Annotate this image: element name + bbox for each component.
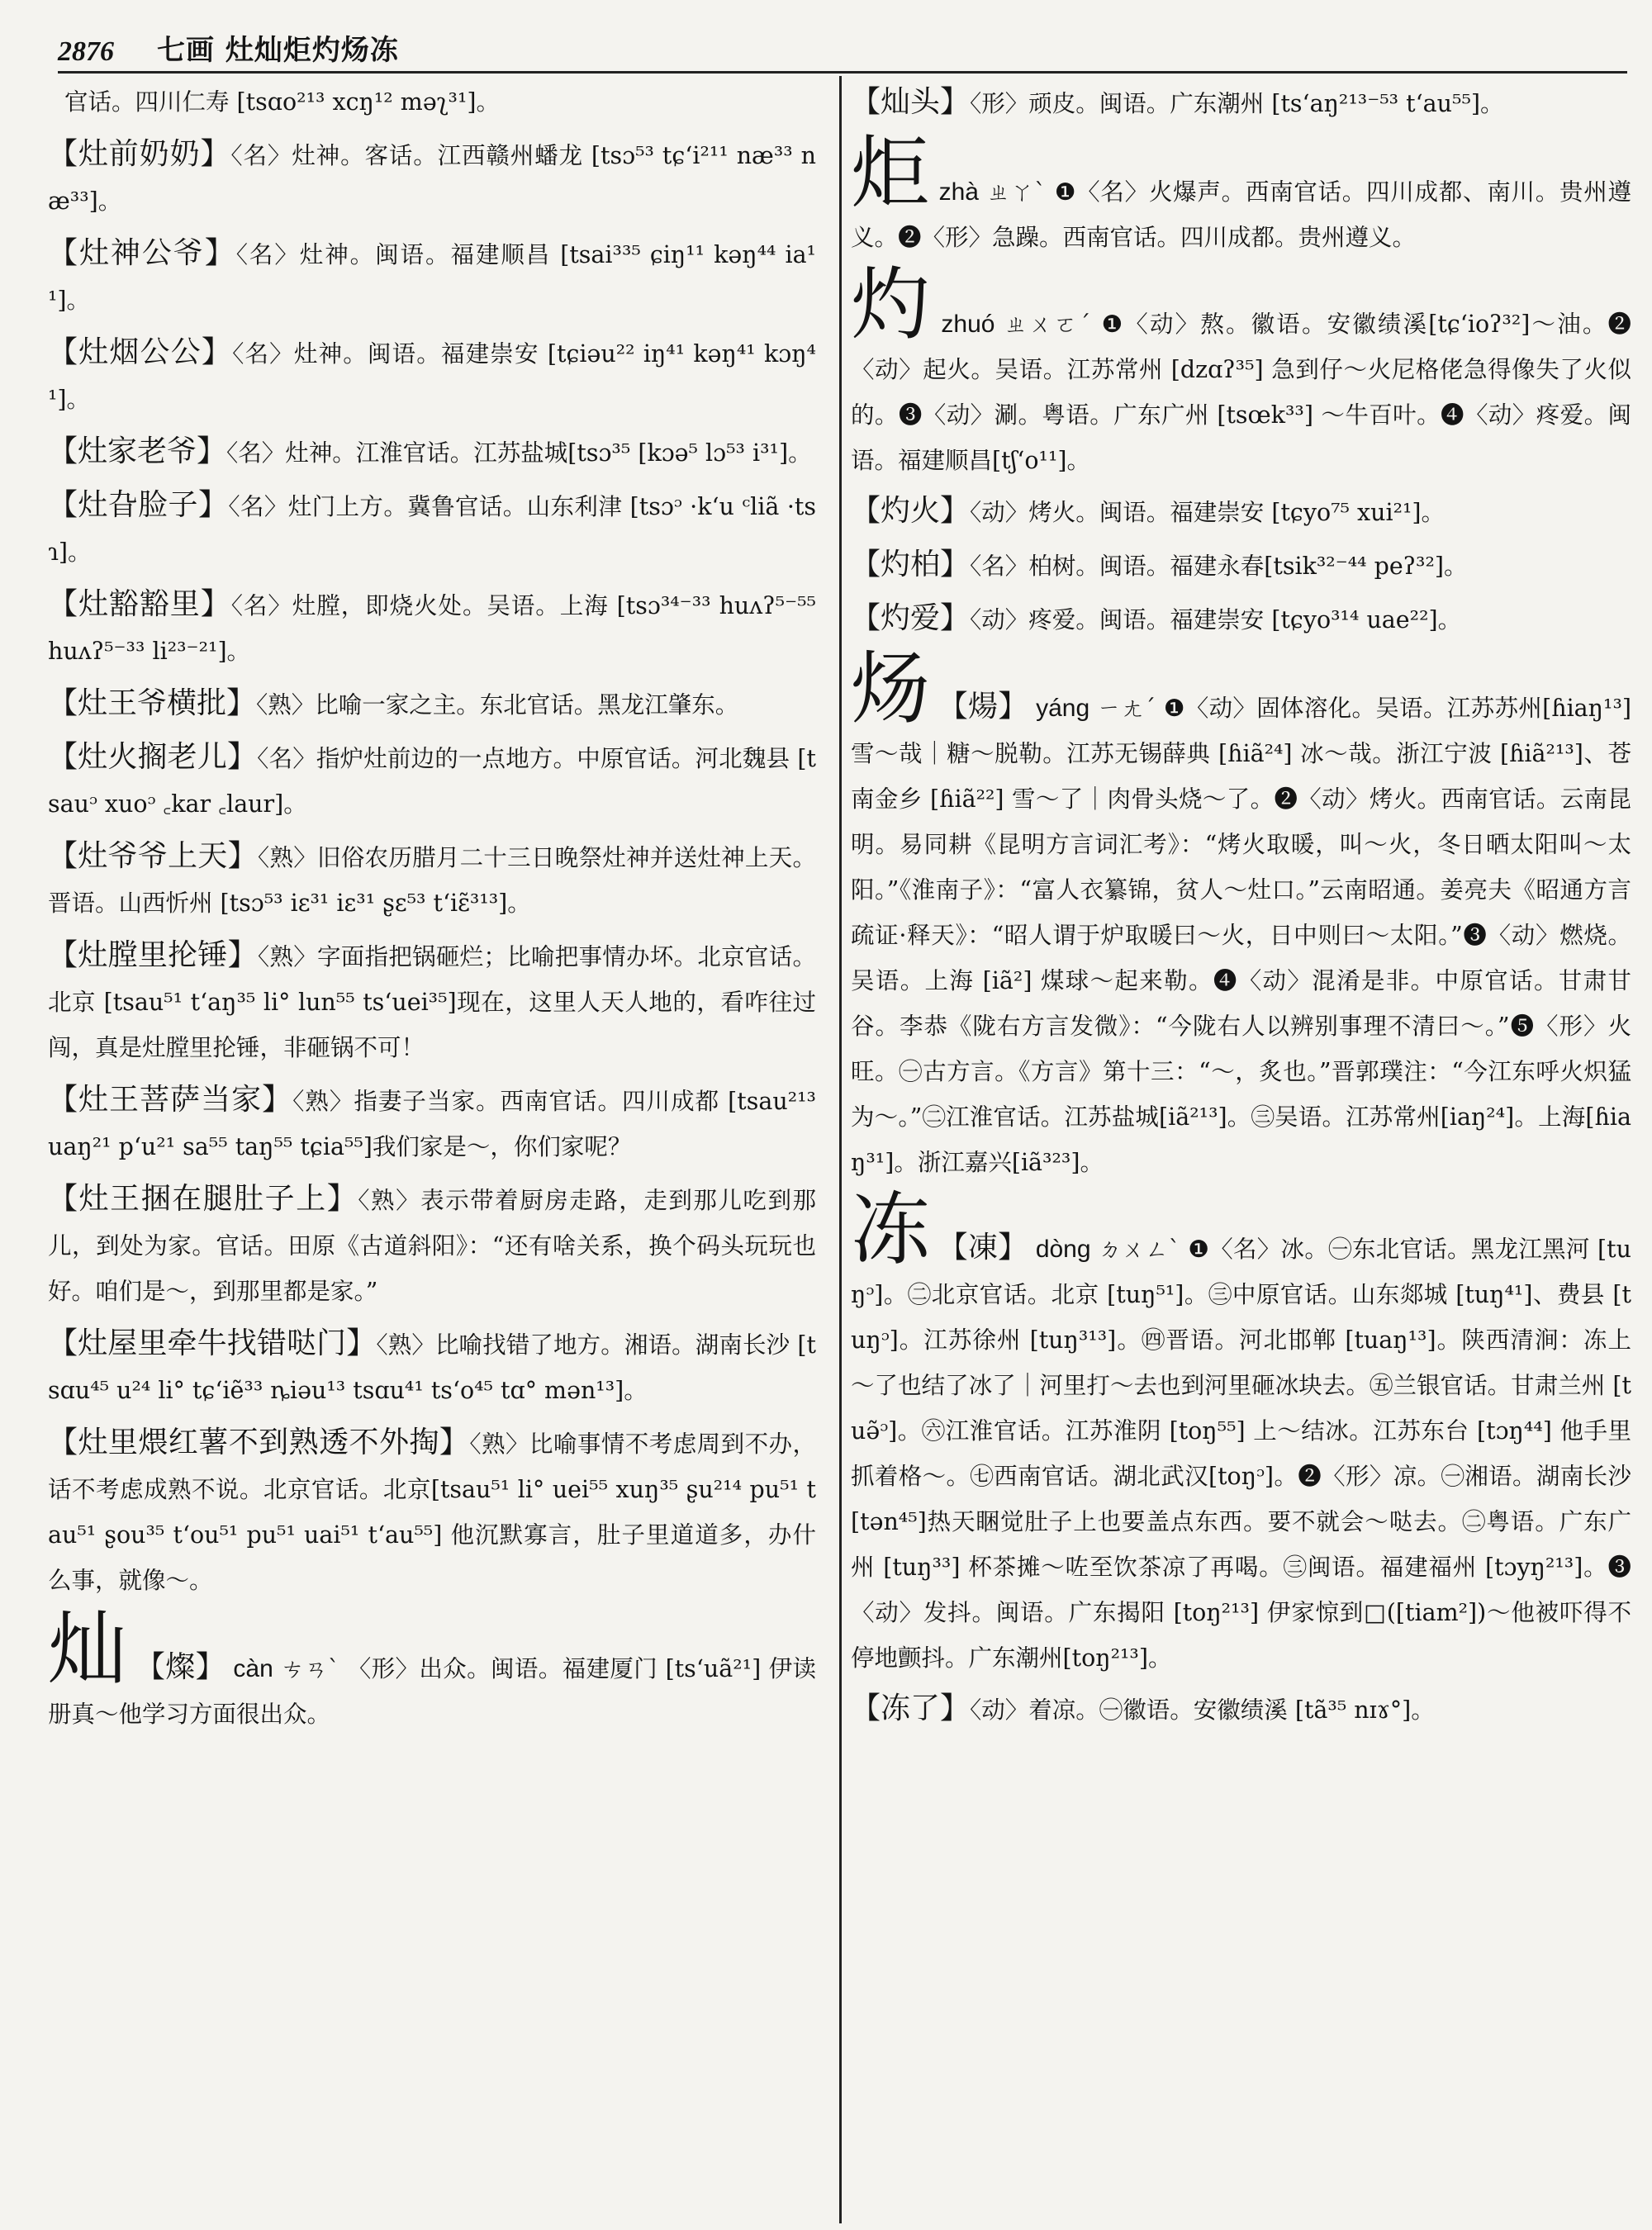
entry-body: 〈动〉着凉。㊀徽语。安徽绩溪 [tã³⁵ nɪɤ°]。 bbox=[970, 1696, 1435, 1724]
entry-body: 〈熟〉旧俗农历腊月二十三日晚祭灶神并送灶神上天。晋语。山西忻州 [tsɔ⁵³ iɛ³¹ iɛ³¹ ʂɛ⁵³ tʻiɛ̃³¹³]。 bbox=[48, 844, 816, 917]
entry-headword: 【灶家老爷】 bbox=[48, 434, 227, 468]
entry-body: 〈熟〉比喻事情不考虑周到不办，话不考虑成熟不说。北京官话。北京[tsau⁵¹ li° uei⁵⁵ xuŋ³⁵ ʂu²¹⁴ pu⁵¹ tau⁵¹ ʂou³⁵ tʻou⁵¹ pu⁵¹ uai⁵¹ tʻau⁵⁵] 他沉默寡言，肚子里道道多，办什么事，就像～。 bbox=[48, 1431, 816, 1594]
entry-body: 〈名〉指炉灶前边的一点地方。中原官话。河北魏县 [tsauᵓ xuoᵓ ꜀kar ꜀laur]。 bbox=[48, 745, 816, 818]
column-divider bbox=[839, 76, 842, 2223]
entry-headword: 【灶前奶奶】 bbox=[48, 137, 231, 171]
dictionary-entry bbox=[48, 131, 816, 224]
entry-headword: 【灼爱】 bbox=[851, 601, 971, 635]
head-character: 冻 bbox=[851, 1184, 931, 1276]
zhuyin: ㄓㄚˋ bbox=[986, 178, 1047, 206]
pinyin: dòng bbox=[1035, 1236, 1091, 1263]
entry-body: 〈形〉出众。闽语。福建厦门 [tsʻuã²¹] 伊读册真～他学习方面很出众。 bbox=[48, 1655, 816, 1728]
traditional-form: 【燦】 bbox=[135, 1650, 225, 1684]
zhuyin: ㄘㄢˋ bbox=[281, 1655, 340, 1682]
dictionary-entry bbox=[48, 1176, 816, 1314]
dictionary-entry bbox=[48, 734, 816, 827]
character-entry-dong bbox=[851, 1184, 1631, 1681]
entry-headword: 【灶王菩萨当家】 bbox=[48, 1083, 293, 1117]
dictionary-entry bbox=[48, 681, 816, 728]
header-rule bbox=[58, 71, 1627, 74]
head-character: 灼 bbox=[851, 259, 933, 351]
dictionary-entry bbox=[48, 932, 816, 1070]
entry-body: ❶〈名〉火爆声。西南官话。四川成都、南川。贵州遵义。❷〈形〉急躁。西南官话。四川成都。贵州遵义。 bbox=[851, 178, 1632, 251]
entry-body: 〈动〉烤火。闽语。福建崇安 [tɕyo⁷⁵ xui²¹]。 bbox=[970, 499, 1446, 526]
entry-body: 〈熟〉指妻子当家。西南官话。四川成都 [tsau²¹³ uaŋ²¹ pʻu²¹ sa⁵⁵ taŋ⁵⁵ tɕia⁵⁵]我们家是～，你们家呢？ bbox=[48, 1088, 816, 1160]
dictionary-entry bbox=[48, 230, 816, 323]
dictionary-entry bbox=[851, 488, 1631, 535]
head-character: 灿 bbox=[48, 1603, 128, 1696]
zhuyin: ㄉㄨㄥˋ bbox=[1098, 1236, 1181, 1263]
entry-body: ❶〈名〉冰。㊀东北官话。黑龙江黑河 [tuŋᵓ]。㊁北京官话。北京 [tuŋ⁵¹]。㊂中原官话。山东郯城 [tuŋ⁴¹]、费县 [tuŋᵓ]。江苏徐州 [tuŋ³¹³]。㊃晋语。河北邯郸 [tuaŋ¹³]。陕西清涧：冻上～了也结了冰了｜河里打～去也到河里砸冰块去。㊄兰银官话。甘肃兰州 [tuə̃ᵓ]。㊅江淮官话。江苏淮阴 [toŋ⁵⁵] 上～结冰。江苏东台 [tɔŋ⁴⁴] 他手里抓着格～。㊆西南官话。湖北武汉[toŋᵓ]。❷〈形〉凉。㊀湘语。湖南长沙[tən⁴⁵]热天睏觉肚子上也要盖点东西。要不就会～哒去。㊁粤语。广东广州 [tuŋ³³] 杯茶摊～咗至饮茶凉了再喝。㊂闽语。福建福州 [tɔyŋ²¹³]。❸〈动〉发抖。闽语。广东揭阳 [toŋ²¹³] 伊家惊到□([tiam²])～他被吓得不停地颤抖。广东潮州[toŋ²¹³]。 bbox=[851, 1236, 1631, 1672]
entry-body: 〈名〉灶神。闽语。福建崇安 [tɕiəu²² iŋ⁴¹ kəŋ⁴¹ kɔŋ⁴¹]。 bbox=[48, 340, 816, 413]
dictionary-entry bbox=[48, 482, 816, 575]
entry-body: 〈名〉灶神。江淮官话。江苏盐城[tsɔ³⁵ [kɔə⁵ lɔ⁵³ i³¹]。 bbox=[226, 439, 812, 467]
left-column bbox=[48, 79, 816, 1742]
entry-body: 〈熟〉字面指把锅砸烂；比喻把事情办坏。北京官话。北京 [tsau⁵¹ tʻaŋ³⁵ li° lun⁵⁵ tsʻuei³⁵]现在，这里人天人地的，看咋往过闯，真是灶膛里抡锤，非砸锅不可！ bbox=[48, 943, 816, 1061]
dictionary-entry bbox=[48, 1077, 816, 1170]
dictionary-entry bbox=[851, 1686, 1631, 1733]
dictionary-entry bbox=[851, 79, 1631, 126]
entry-body: 〈名〉灶门上方。冀鲁官话。山东利津 [tsɔᵓ ·kʻu ᶜliã ·tsɿ]。 bbox=[48, 493, 816, 566]
dictionary-entry bbox=[48, 1420, 816, 1603]
pinyin: yáng bbox=[1036, 695, 1090, 722]
traditional-form: 【煬】 bbox=[938, 690, 1028, 724]
dictionary-entry bbox=[48, 429, 816, 476]
dictionary-entry bbox=[851, 595, 1631, 643]
right-column bbox=[851, 79, 1631, 1739]
dictionary-entry bbox=[851, 542, 1631, 589]
entry-headword: 【灶膛里抡锤】 bbox=[48, 938, 258, 972]
character-entry-zha bbox=[851, 126, 1632, 260]
head-character: 炬 bbox=[851, 126, 931, 219]
entry-headword: 【灿头】 bbox=[851, 85, 971, 119]
dictionary-entry bbox=[48, 833, 816, 926]
pinyin: càn bbox=[233, 1655, 273, 1682]
entry-body: ❶〈动〉固体溶化。吴语。江苏苏州[ɦiaŋ¹³]雪～哉｜糖～脱勒。江苏无锡薛典 [ɦiã²⁴] 冰～哉。浙江宁波 [ɦiã²¹³]、苍南金乡 [ɦiã²²] 雪～了｜肉骨头烧～了。❷〈动〉烤火。西南官话。云南昆明。易同耕《昆明方言词汇考》：“烤火取暖，叫～火，冬日晒太阳叫～太阳。”《淮南子》：“富人衣纂锦，贫人～灶口。”云南昭通。姜亮夫《昭通方言疏证·释天》：“昭人谓于炉取暖曰～火，日中则曰～太阳。”❸〈动〉燃烧。吴语。上海 [iã²] 煤球～起来勒。❹〈动〉混淆是非。中原官话。甘肃甘谷。李恭《陇右方言发微》：“今陇右人以辨别事理不清曰～。”❺〈形〉火旺。㊀古方言。《方言》第十三：“～，炙也。”晋郭璞注：“今江东呼火炽猛为～。”㊁江淮官话。江苏盐城[iã²¹³]。㊂吴语。江苏常州[iaŋ²⁴]。上海[ɦiaŋ³¹]。浙江嘉兴[iã³²³]。 bbox=[851, 695, 1631, 1176]
dictionary-entry bbox=[48, 1321, 816, 1413]
entry-headword: 【灼火】 bbox=[851, 494, 971, 528]
entry-body: 〈名〉柏树。闽语。福建永春[tsik³²⁻⁴⁴ peʔ³²]。 bbox=[970, 553, 1468, 580]
zhuyin: ㄧㄤˊ bbox=[1097, 695, 1156, 722]
dictionary-entry bbox=[48, 330, 816, 422]
entry-headword: 【灶王爷横批】 bbox=[48, 686, 257, 720]
entry-headword: 【灶爷爷上天】 bbox=[48, 839, 258, 873]
entry-headword: 【灶旮脸子】 bbox=[48, 488, 229, 522]
entry-body: 〈熟〉比喻一家之主。东北官话。黑龙江肇东。 bbox=[256, 691, 739, 719]
pinyin: zhà bbox=[938, 178, 979, 206]
dictionary-entry bbox=[48, 581, 816, 674]
head-character: 炀 bbox=[851, 643, 931, 735]
entry-body: 〈熟〉比喻找错了地方。湘语。湖南长沙 [tsɑu⁴⁵ u²⁴ li° tɕʻiẽ³³ ȵiəu¹³ tsɑu⁴¹ tsʻo⁴⁵ tɑ° mən¹³]。 bbox=[48, 1331, 816, 1404]
running-title: 七画 灶灿炬灼炀冻 bbox=[157, 34, 399, 67]
character-entry-zhuo bbox=[851, 259, 1632, 483]
entry-body: 〈名〉灶膛，即烧火处。吴语。上海 [tsɔ³⁴⁻³³ huʌʔ⁵⁻⁵⁵ huʌʔ⁵⁻³³ li²³⁻²¹]。 bbox=[48, 592, 816, 665]
pinyin: zhuó bbox=[941, 311, 995, 338]
character-entry-can bbox=[48, 1603, 816, 1737]
entry-body: 〈动〉疼爱。闽语。福建崇安 [tɕyo³¹⁴ uae²²]。 bbox=[970, 606, 1462, 633]
traditional-form: 【凍】 bbox=[938, 1231, 1028, 1264]
entry-headword: 【灶王捆在腿肚子上】 bbox=[48, 1182, 358, 1216]
zhuyin: ㄓㄨㄛˊ bbox=[1004, 311, 1093, 338]
entry-headword: 【灶火搁老儿】 bbox=[48, 740, 258, 774]
entry-headword: 【灶屋里牵牛找错哒门】 bbox=[48, 1326, 377, 1360]
entry-headword: 【灶烟公公】 bbox=[48, 335, 233, 369]
entry-headword: 【灼柏】 bbox=[851, 548, 971, 581]
entry-body: 〈形〉顽皮。闽语。广东潮州 [tsʻaŋ²¹³⁻⁵³ tʻau⁵⁵]。 bbox=[970, 90, 1504, 117]
entry-body: 〈熟〉表示带着厨房走路，走到那儿吃到那儿，到处为家。官话。田原《古道斜阳》：“还有啥关系，换个码头玩玩也好。咱们是～，到那里都是家。” bbox=[48, 1187, 816, 1305]
entry-body: ❶〈动〉熬。徽语。安徽绩溪[tɕʻioʔ³²]～油。❷〈动〉起火。吴语。江苏常州 [dzɑʔ³⁵] 急到仔～火尼格佬急得像失了火似的。❸〈动〉涮。粤语。广东广州 [tsœk³³] ～牛百叶。❹〈动〉疼爱。闽语。福建顺昌[tʃʻo¹¹]。 bbox=[851, 311, 1632, 474]
entry-headword: 【灶里煨红薯不到熟透不外掏】 bbox=[48, 1426, 470, 1459]
entry-headword: 【冻了】 bbox=[851, 1691, 971, 1725]
entry-headword: 【灶神公爷】 bbox=[48, 236, 236, 270]
entry-headword: 【灶豁豁里】 bbox=[48, 587, 231, 621]
page-header bbox=[58, 18, 1627, 68]
entry-body: 〈名〉灶神。闽语。福建顺昌 [tsai³³⁵ ɕiŋ¹¹ kəŋ⁴⁴ ia¹¹]。 bbox=[48, 241, 816, 314]
character-entry-yang bbox=[851, 643, 1631, 1185]
continued-entry: 官话。四川仁寿 [tsɑo²¹³ xcŋ¹² məʅ³¹]。 bbox=[64, 88, 501, 116]
entry-body: 〈名〉灶神。客话。江西赣州蟠龙 [tsɔ⁵³ tɕʻi²¹¹ næ³³ næ³³]。 bbox=[48, 142, 816, 215]
page-number: 2876 bbox=[58, 36, 114, 67]
